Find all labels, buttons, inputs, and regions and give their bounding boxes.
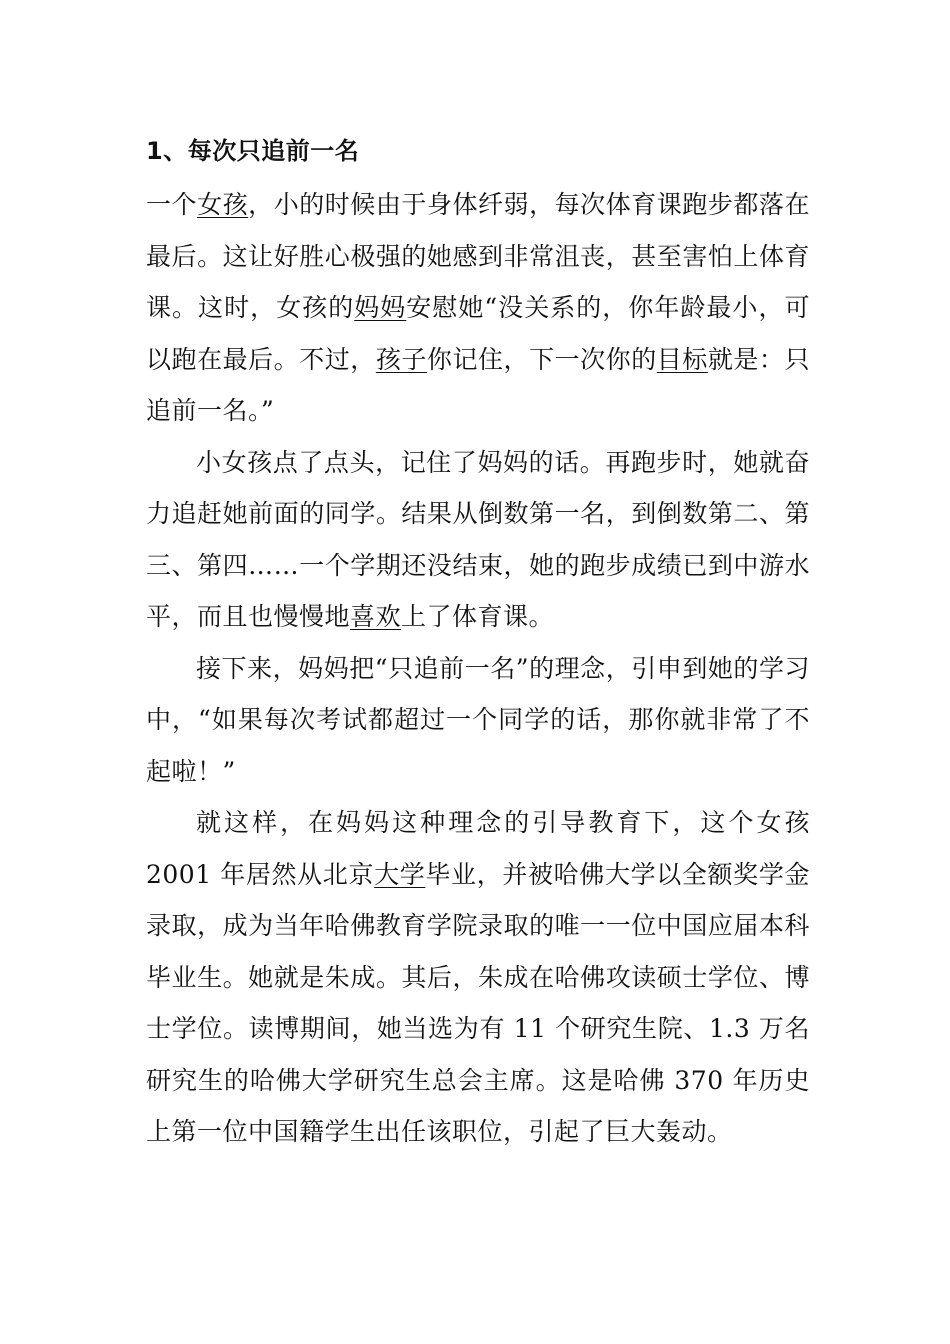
link-like[interactable]: 喜欢 [350, 602, 402, 631]
paragraph-2 [146, 437, 810, 643]
link-child[interactable]: 孩子 [375, 344, 427, 374]
link-goal[interactable]: 目标 [656, 344, 708, 374]
text-segment: 就是：只追前一名。” [146, 344, 810, 425]
document-page [146, 126, 810, 1158]
link-mother[interactable]: 妈妈 [354, 293, 407, 322]
text-segment: 安慰她“没关系的，你年龄最小，可以跑在最后。不过， [146, 293, 810, 374]
paragraph-1 [146, 179, 810, 437]
text-segment: ，小的时候由于身体纤弱，每次体育课跑步都落在最后。这让好胜心极强的她感到非常沮丧，甚至害怕上体育课。这时，女孩的 [146, 190, 810, 322]
paragraph-3 [146, 643, 810, 798]
text-segment: 小女孩点了点头，记住了妈妈的话。再跑步时，她就奋力追赶她前面的同学。结果从倒数第一名，到倒数第二、第三、第四……一个学期还没结束，她的跑步成绩已到中游水平，而且也慢慢地 [146, 447, 810, 631]
text-segment: 就这样，在妈妈这种理念的引导教育下，这个女孩 2001 年居然从北京 [146, 808, 810, 889]
document-title: 1、每次只追前一名 [146, 137, 360, 165]
text-segment: 上了体育课。 [401, 602, 555, 631]
link-university[interactable]: 大学 [374, 859, 426, 889]
text-segment: 毕业，并被哈佛大学以全额奖学金录取，成为当年哈佛教育学院录取的唯一一位中国应届本科毕业生。她就是朱成。其后，朱成在哈佛攻读硕士学位、博士学位。读博期间，她当选为有 11 个研究生院、1.3 万名研究生的哈佛大学研究生总会主席。这是哈佛 370 年历史上第一位中国籍学生出任该职位，引起了巨大轰动。 [146, 859, 810, 1146]
text-segment: 你记住，下一次你的 [426, 344, 657, 374]
link-girl[interactable]: 女孩 [197, 190, 249, 219]
paragraph-4 [146, 797, 810, 1158]
text-segment: 接下来，妈妈把“只追前一名”的理念，引申到她的学习中，“如果每次考试都超过一个同学的话，那你就非常了不起啦！” [146, 653, 810, 786]
text-segment: 一个 [146, 190, 198, 219]
